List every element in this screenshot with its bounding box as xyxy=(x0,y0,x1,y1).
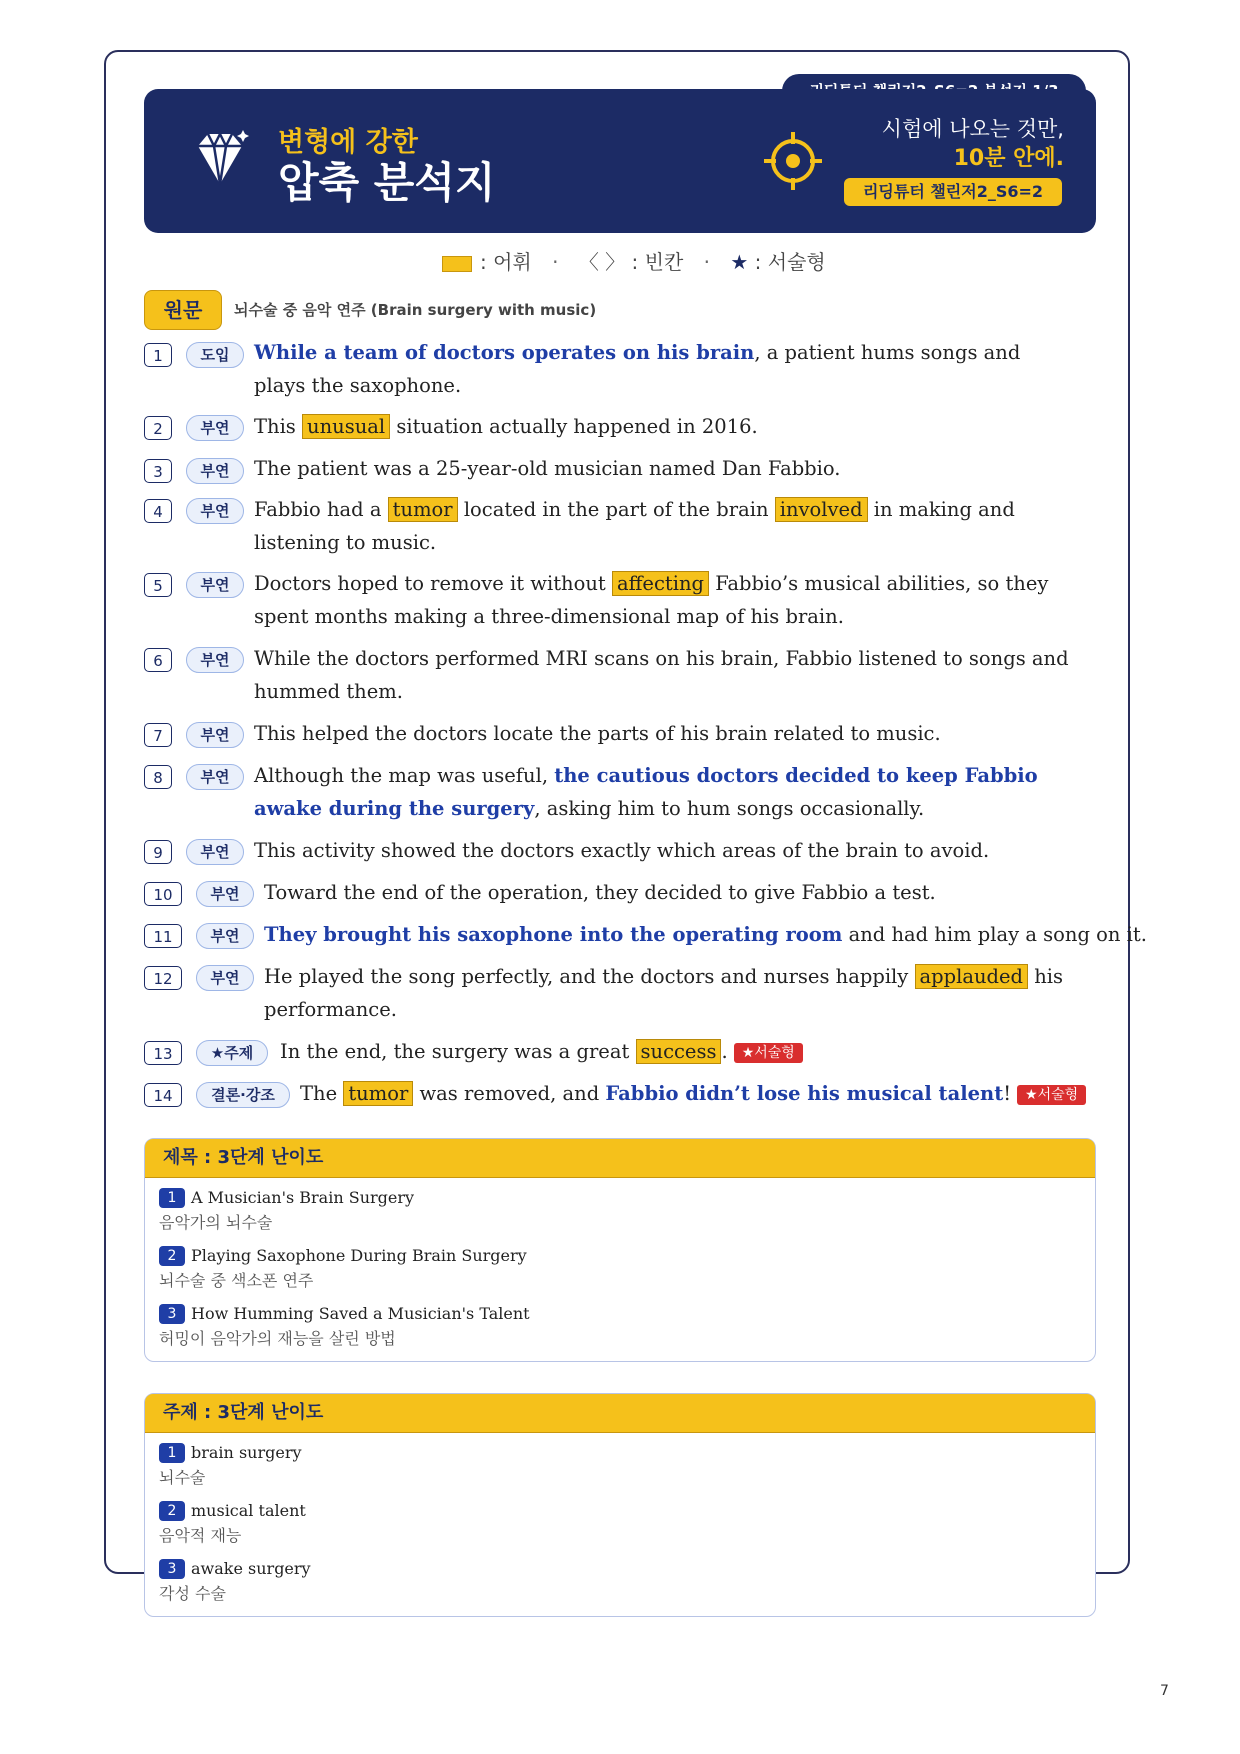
sentence-6 xyxy=(254,642,1084,708)
sentence-tag: 부연 xyxy=(186,498,244,524)
legend-blank-symbol: 〈 〉 xyxy=(578,250,626,274)
title-option xyxy=(159,1303,530,1349)
sentence-tag: 부연 xyxy=(196,923,254,949)
legend xyxy=(442,246,826,275)
sentence-text: and had him play a song on it. xyxy=(842,923,1147,946)
sentence-text: The patient was a 25-year-old musician named Dan Fabbio. xyxy=(254,457,841,480)
legend-dot: · xyxy=(552,250,559,274)
option-english: brain surgery xyxy=(191,1443,302,1462)
sentence-11 xyxy=(264,918,1147,951)
sentence-text: in making and listening to music. xyxy=(254,498,1015,554)
title-option xyxy=(159,1245,527,1291)
sentence-8 xyxy=(254,759,1074,825)
sentence-number: 4 xyxy=(144,499,172,523)
title-card-heading: 제목 : 3단계 난이도 xyxy=(145,1139,1095,1178)
essay-badge: ★서술형 xyxy=(734,1043,803,1063)
theme-card-heading: 주제 : 3단계 난이도 xyxy=(145,1394,1095,1433)
sentence-number: 9 xyxy=(144,840,172,864)
legend-blank: : 빈칸 xyxy=(631,250,684,274)
sentence-2 xyxy=(254,410,1074,443)
option-english: A Musician's Brain Surgery xyxy=(191,1188,415,1207)
sentence-number: 7 xyxy=(144,723,172,747)
sentence-4 xyxy=(254,493,1074,559)
header-right-line2: 10분 안에. xyxy=(953,146,1064,171)
sentence-text: was removed, and xyxy=(413,1082,606,1105)
sentence-number: 6 xyxy=(144,648,172,672)
header-right-pill: 리딩튜터 챌린저2_S6=2 xyxy=(844,178,1062,206)
theme-option xyxy=(159,1500,306,1546)
target-icon xyxy=(762,130,824,192)
option-number: 3 xyxy=(159,1304,185,1324)
legend-vocab: : 어휘 xyxy=(480,250,532,274)
title-option xyxy=(159,1187,414,1233)
sentence-tag: 부연 xyxy=(186,839,244,865)
sentence-number: 5 xyxy=(144,573,172,597)
option-number: 1 xyxy=(159,1188,185,1208)
header-right-line1: 시험에 나오는 것만, xyxy=(881,117,1064,141)
sentence-text: Fabbio had a xyxy=(254,498,388,521)
option-korean: 음악적 재능 xyxy=(159,1525,242,1545)
theme-option xyxy=(159,1442,302,1488)
sentence-10 xyxy=(264,876,1084,909)
legend-star: : 서술형 xyxy=(754,250,826,274)
sentence-14 xyxy=(300,1077,1100,1110)
sentence-text: This activity showed the doctors exactly which areas of the brain to avoid. xyxy=(254,839,990,862)
key-phrase: the cautious doctors decided to keep Fabbio awake during the surgery xyxy=(254,764,1038,820)
sentence-13 xyxy=(280,1035,1080,1068)
sentence-number: 1 xyxy=(144,343,172,367)
sentence-tag: 부연 xyxy=(186,572,244,598)
sentence-tag: 도입 xyxy=(186,342,244,368)
option-korean: 뇌수술 중 색소폰 연주 xyxy=(159,1270,314,1290)
essay-badge: ★서술형 xyxy=(1017,1085,1086,1105)
key-phrase: Fabbio didn’t lose his musical talent xyxy=(605,1082,1004,1105)
option-english: musical talent xyxy=(191,1501,306,1520)
sentence-1 xyxy=(254,336,1074,402)
option-english: Playing Saxophone During Brain Surgery xyxy=(191,1246,527,1265)
sentence-text: Toward the end of the operation, they decided to give Fabbio a test. xyxy=(264,881,936,904)
sentence-text: Doctors hoped to remove it without xyxy=(254,572,612,595)
diamond-icon xyxy=(190,128,250,192)
key-phrase: While a team of doctors operates on his brain xyxy=(254,341,755,364)
sentence-number: 14 xyxy=(144,1083,182,1107)
theme-card xyxy=(144,1393,1096,1617)
original-badge: 원문 xyxy=(144,290,222,330)
option-korean: 음악가의 뇌수술 xyxy=(159,1212,273,1232)
vocab-highlight: success xyxy=(636,1039,722,1064)
option-korean: 허밍이 음악가의 재능을 살린 방법 xyxy=(159,1328,396,1348)
original-description: 뇌수술 중 음악 연주 (Brain surgery with music) xyxy=(234,301,597,319)
sentence-text: situation actually happened in 2016. xyxy=(390,415,758,438)
sentence-text: Although the map was useful, xyxy=(254,764,555,787)
sentence-3 xyxy=(254,452,1074,485)
option-number: 3 xyxy=(159,1559,185,1579)
sentence-text: In the end, the surgery was a great xyxy=(280,1040,636,1063)
sentence-text: , asking him to hum songs occasionally. xyxy=(534,797,925,820)
sentence-number: 13 xyxy=(144,1041,182,1065)
sentence-number: 11 xyxy=(144,924,182,948)
sentence-tag: 부연 xyxy=(186,647,244,673)
sentence-tag: 부연 xyxy=(186,415,244,441)
option-number: 1 xyxy=(159,1443,185,1463)
sentence-7 xyxy=(254,717,1074,750)
vocab-highlight: tumor xyxy=(343,1081,413,1106)
sentence-text: While the doctors performed MRI scans on his brain, Fabbio listened to songs and hummed them. xyxy=(254,647,1069,703)
sentence-text: This xyxy=(254,415,303,438)
option-korean: 뇌수술 xyxy=(159,1467,206,1487)
option-number: 2 xyxy=(159,1246,185,1266)
sentence-tag: ★주제 xyxy=(196,1040,268,1066)
option-number: 2 xyxy=(159,1501,185,1521)
sentence-number: 3 xyxy=(144,459,172,483)
option-korean: 각성 수술 xyxy=(159,1583,226,1603)
legend-dot: · xyxy=(703,250,711,274)
vocab-highlight: unusual xyxy=(302,414,390,439)
vocab-highlight: affecting xyxy=(612,571,709,596)
sentence-5 xyxy=(254,567,1074,633)
sentence-text: ! xyxy=(1003,1082,1012,1105)
sentence-number: 10 xyxy=(144,882,182,906)
sentence-number: 2 xyxy=(144,416,172,440)
sentence-text: He played the song perfectly, and the doctors and nurses happily xyxy=(264,965,915,988)
vocab-highlight: applauded xyxy=(915,964,1029,989)
option-english: How Humming Saved a Musician's Talent xyxy=(191,1304,530,1323)
sentence-text: his performance. xyxy=(264,965,1064,1021)
header-title-line2: 압축 분석지 xyxy=(278,158,496,207)
sentence-tag: 부연 xyxy=(186,764,244,790)
vocab-highlight: tumor xyxy=(388,497,458,522)
sentence-text: Fabbio’s musical abilities, so they spent months making a three-dimensional map of his brain. xyxy=(254,572,1049,628)
sentence-tag: 부연 xyxy=(196,881,254,907)
vocab-swatch xyxy=(442,256,472,272)
sentence-number: 12 xyxy=(144,966,182,990)
page-number: 7 xyxy=(1160,1683,1169,1699)
sentence-text: This helped the doctors locate the parts of his brain related to music. xyxy=(254,722,941,745)
title-card xyxy=(144,1138,1096,1362)
vocab-highlight: involved xyxy=(775,497,868,522)
sentence-12 xyxy=(264,960,1064,1026)
sentence-text: . xyxy=(721,1040,728,1063)
sentence-tag: 부연 xyxy=(196,965,254,991)
sentence-text: located in the part of the brain xyxy=(457,498,775,521)
sentence-tag: 부연 xyxy=(186,458,244,484)
key-phrase: They brought his saxophone into the operating room xyxy=(264,923,843,946)
sentence-number: 8 xyxy=(144,765,172,789)
sentence-9 xyxy=(254,834,1074,867)
star-icon: ★ xyxy=(730,250,749,274)
header-title-line1: 변형에 강한 xyxy=(278,127,418,158)
sentence-text: , a patient hums songs and plays the saxophone. xyxy=(254,341,1021,397)
sentence-tag: 부연 xyxy=(186,722,244,748)
sentence-tag: 결론·강조 xyxy=(196,1082,290,1108)
option-english: awake surgery xyxy=(191,1559,311,1578)
theme-option xyxy=(159,1558,311,1604)
sentence-text: The xyxy=(300,1082,344,1105)
